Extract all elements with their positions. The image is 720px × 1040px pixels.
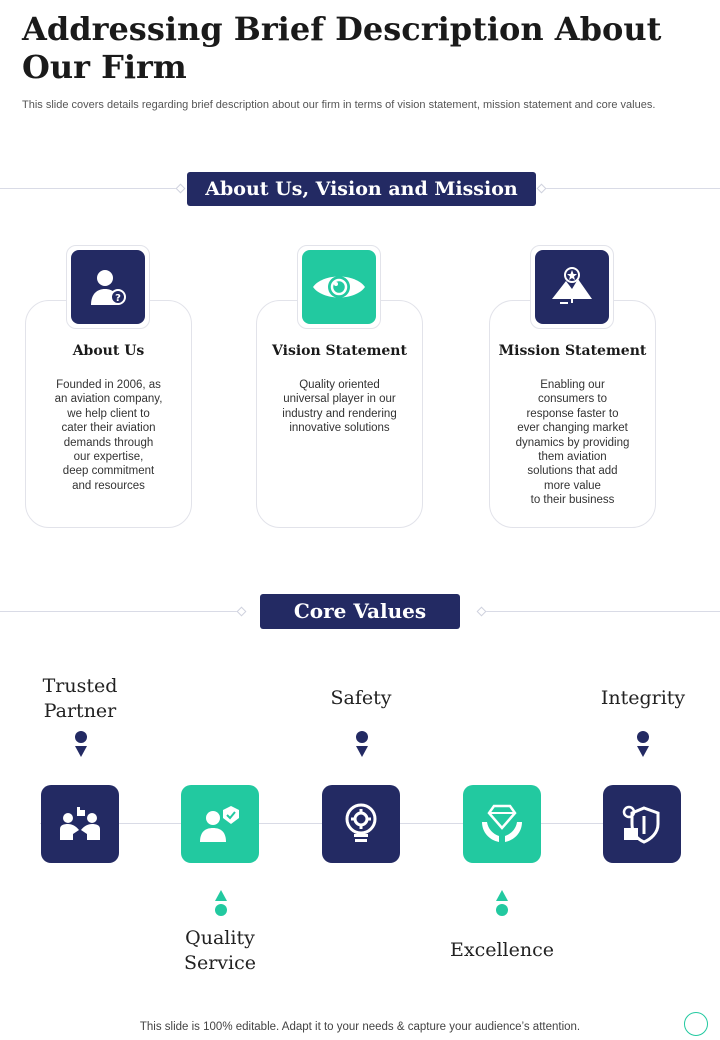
pin-up-icon bbox=[213, 888, 229, 918]
diamond-hands-icon bbox=[463, 785, 541, 863]
core-divider-left bbox=[0, 611, 240, 612]
eye-icon bbox=[302, 250, 376, 324]
core-divider-right bbox=[485, 611, 720, 612]
vision-icon-frame bbox=[297, 245, 381, 329]
pin-down-icon bbox=[73, 729, 89, 759]
pin-down-icon bbox=[354, 729, 370, 759]
value-label-quality-service: Quality Service bbox=[183, 927, 257, 974]
pin-down-icon bbox=[635, 729, 651, 759]
mission-heading: Mission Statement bbox=[498, 343, 647, 359]
handshake-people-icon bbox=[41, 785, 119, 863]
about-section-banner: About Us, Vision and Mission bbox=[187, 172, 536, 206]
vision-heading: Vision Statement bbox=[272, 343, 407, 359]
about-us-icon-frame bbox=[66, 245, 150, 329]
page-title: Addressing Brief Description About Our Firm bbox=[22, 10, 662, 86]
divider-diamond bbox=[176, 184, 186, 194]
mission-icon-frame bbox=[530, 245, 614, 329]
gear-bulb-icon bbox=[322, 785, 400, 863]
vision-text: Quality oriented universal player in our industry and rendering innovative solutions bbox=[282, 379, 397, 435]
shield-hand-icon bbox=[603, 785, 681, 863]
divider-diamond bbox=[537, 184, 547, 194]
section-divider-left bbox=[0, 188, 180, 189]
corner-circle-decoration bbox=[684, 1012, 708, 1036]
user-shield-icon bbox=[181, 785, 259, 863]
footer-note: This slide is 100% editable. Adapt it to your needs & capture your audience’s attention. bbox=[139, 1021, 581, 1033]
divider-diamond bbox=[477, 607, 487, 617]
value-label-trusted-partner: Trusted Partner bbox=[42, 675, 118, 722]
value-label-integrity: Integrity bbox=[600, 687, 686, 709]
value-label-safety: Safety bbox=[330, 687, 392, 709]
page-subtitle: This slide covers details regarding brief description about our firm in terms of vision statement, mission statement and core values. bbox=[22, 99, 656, 111]
mountain-flag-icon bbox=[535, 250, 609, 324]
mission-text: Enabling our consumers to response faster to ever changing market dynamics by providing them aviation solutions that add more value to their business bbox=[515, 379, 630, 507]
pin-up-icon bbox=[494, 888, 510, 918]
svg-text:?: ? bbox=[115, 293, 121, 304]
core-values-banner: Core Values bbox=[260, 594, 460, 629]
value-label-excellence: Excellence bbox=[450, 939, 554, 961]
section-divider-right bbox=[542, 188, 720, 189]
divider-diamond bbox=[237, 607, 247, 617]
about-us-text: Founded in 2006, as an aviation company, we help client to cater their aviation demands through our expertise, deep commitment and resources bbox=[54, 379, 163, 492]
user-question-icon bbox=[71, 250, 145, 324]
about-us-heading: About Us bbox=[72, 343, 145, 359]
